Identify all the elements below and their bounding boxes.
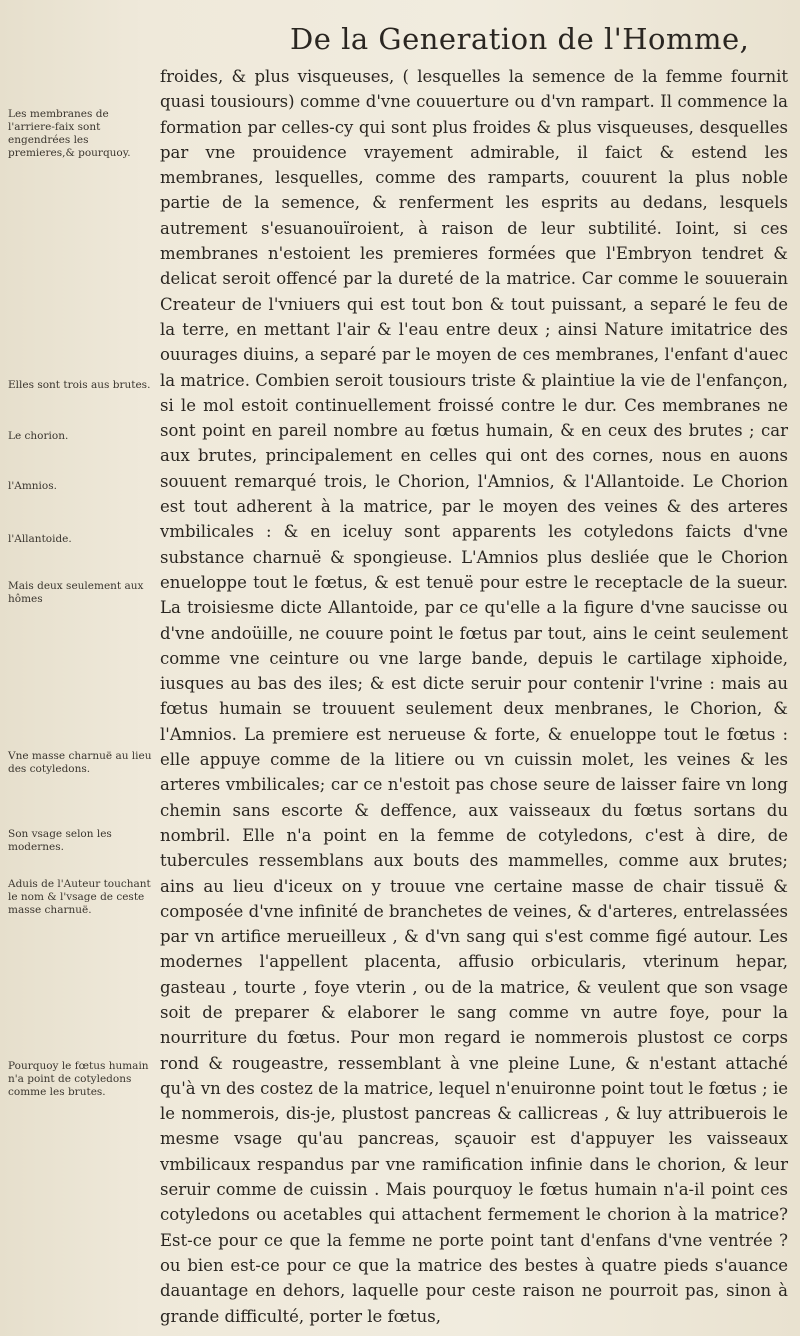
margin-note-two-humans: Mais deux seulement aux hômes xyxy=(8,580,144,605)
running-header: De la Generation de l'Homme, xyxy=(290,22,750,56)
body-paragraph: froides, & plus visqueuses, ( lesquelles la semence de la femme fournit quasi tousiours) comme d'vne couuerture ou d'vn rampart. Il commence la formation par celles-cy qui sont plus froides & plus visqueuses, desquelles par vne prouidence vrayement admirable, il faict & estend les membranes, lesquelles, comme des ramparts, couurent la plus noble partie de la semence, & renferment les esprits au dedans, lesquels autrement s'esuanouïroient, à raison de leur subtilité. Ioint, si ces membranes n'estoient les premieres formées que l'Embryon tendret & delicat seroit offencé par la dureté de la matrice. Car comme le souuerain Createur de l'vniuers qui est tout bon & tout puissant, a separé le feu de la terre, en mettant l'air & l'eau entre deux ; ainsi Nature imitatrice des ouurages diuins, a separé par le moyen de ces membranes, l'enfant d'auec la matrice. Combien seroit tousiours triste & plaintiue la vie de l'enfançon, si le mol estoit continuellement froissé contre le dur. Ces membranes ne sont point en pareil nombre au fœtus humain, & en ceux des brutes ; car aux brutes, principalement en celles qui ont des cornes, nous en auons souuent remarqué trois, le Chorion, l'Amnios, & l'Allantoide. Le Chorion est tout adherent à la matrice, par le moyen des veines & des arteres vmbilicales : & en iceluy sont apparents les cotyledons faicts d'vne substance charnuë & spongieuse. L'Amnios plus desliée que le Chorion enueloppe tout le fœtus, & est tenuë pour estre le receptacle de la sueur. La troisiesme dicte Allantoide, par ce qu'elle a la figure d'vne saucisse ou d'vne andoüille, ne couure point le fœtus par tout, ains le ceint seulement comme vne ceinture ou vne large bande, depuis le cartilage xiphoide, iusques au bas des iles; & est dicte seruir pour contenir l'vrine : mais au fœtus humain se trouuent seulement deux menbranes, le Chorion, & l'Amnios. La premiere est nerueuse & forte, & enueloppe tout le fœtus : elle appuye comme de la litiere ou vn cuissin molet, les veines & les arteres vmbilicales; car ce n'estoit pas chose seure de laisser faire vn long chemin sans escorte & deffence, aux vaisseaux du fœtus sortans du nombril. Elle n'a point en la femme de cotyledons, c'est à dire, de tubercules ressemblans aux bouts des mammelles, comme aux brutes; ains au lieu d'iceux on y trouue vne certaine masse de chair tissuë & composée d'vne infinité de branchetes de veines, & d'arteres, entrelassées par vn artifice merueilleux , & d'vn sang qui s'est comme figé autour. Les modernes l'appellent placenta, affusio orbicularis, vterinum hepar, gasteau , tourte , foye vterin , ou de la matrice, & veulent que son vsage soit de preparer & elaborer le sang comme vn autre foye, pour la nourriture du fœtus. Pour mon regard ie nommerois plustost ce corps rond & rougeastre, ressemblant à vne pleine Lune, & n'estant attaché qu'à vn des costez de la matrice, lequel n'enuironne point tout le fœtus ; ie le nommerois, dis-je, plustost pancreas & callicreas , & luy attribuerois le mesme vsage qu'au pancreas, sçauoir est d'appuyer les vaisseaux vmbilicaux respandus par vne ramification infinie dans le chorion, & leur seruir comme de cuissin . Mais pourquoy le fœtus humain n'a-il point ces cotyledons ou acetables qui attachent fermement le chorion à la matrice? Est-ce pour ce que la femme ne porte point tant d'enfans d'vne ventrée ? ou bien est-ce pour ce que la matrice des bestes à quatre pieds s'auance dauantage en dehors, laquelle pour ceste raison ne pourroit pas, sinon à grande difficulté, porter le fœtus, xyxy=(160,67,788,1326)
margin-note-three: Elles sont trois aus brutes. xyxy=(8,379,151,391)
margin-note-modern-use: Son vsage selon les modernes. xyxy=(8,828,112,853)
margin-note-allantoide: l'Allantoide. xyxy=(8,533,72,545)
margin-note-membranes: Les membranes de l'arriere-faix sont engendrées les premieres,& pourquoy. xyxy=(8,108,131,159)
margin-note-author-opinion: Aduis de l'Auteur touchant le nom & l'vsage de ceste masse charnuë. xyxy=(8,878,151,916)
margin-note-fleshy-mass: Vne masse charnuë au lieu des cotyledons. xyxy=(8,750,152,775)
main-text-column xyxy=(160,64,788,1329)
margin-note-chorion: Le chorion. xyxy=(8,430,69,442)
margin-note-amnios: l'Amnios. xyxy=(8,480,57,492)
margin-note-why-no-cotyledons: Pourquoy le fœtus humain n'a point de cotyledons comme les brutes. xyxy=(8,1060,149,1098)
